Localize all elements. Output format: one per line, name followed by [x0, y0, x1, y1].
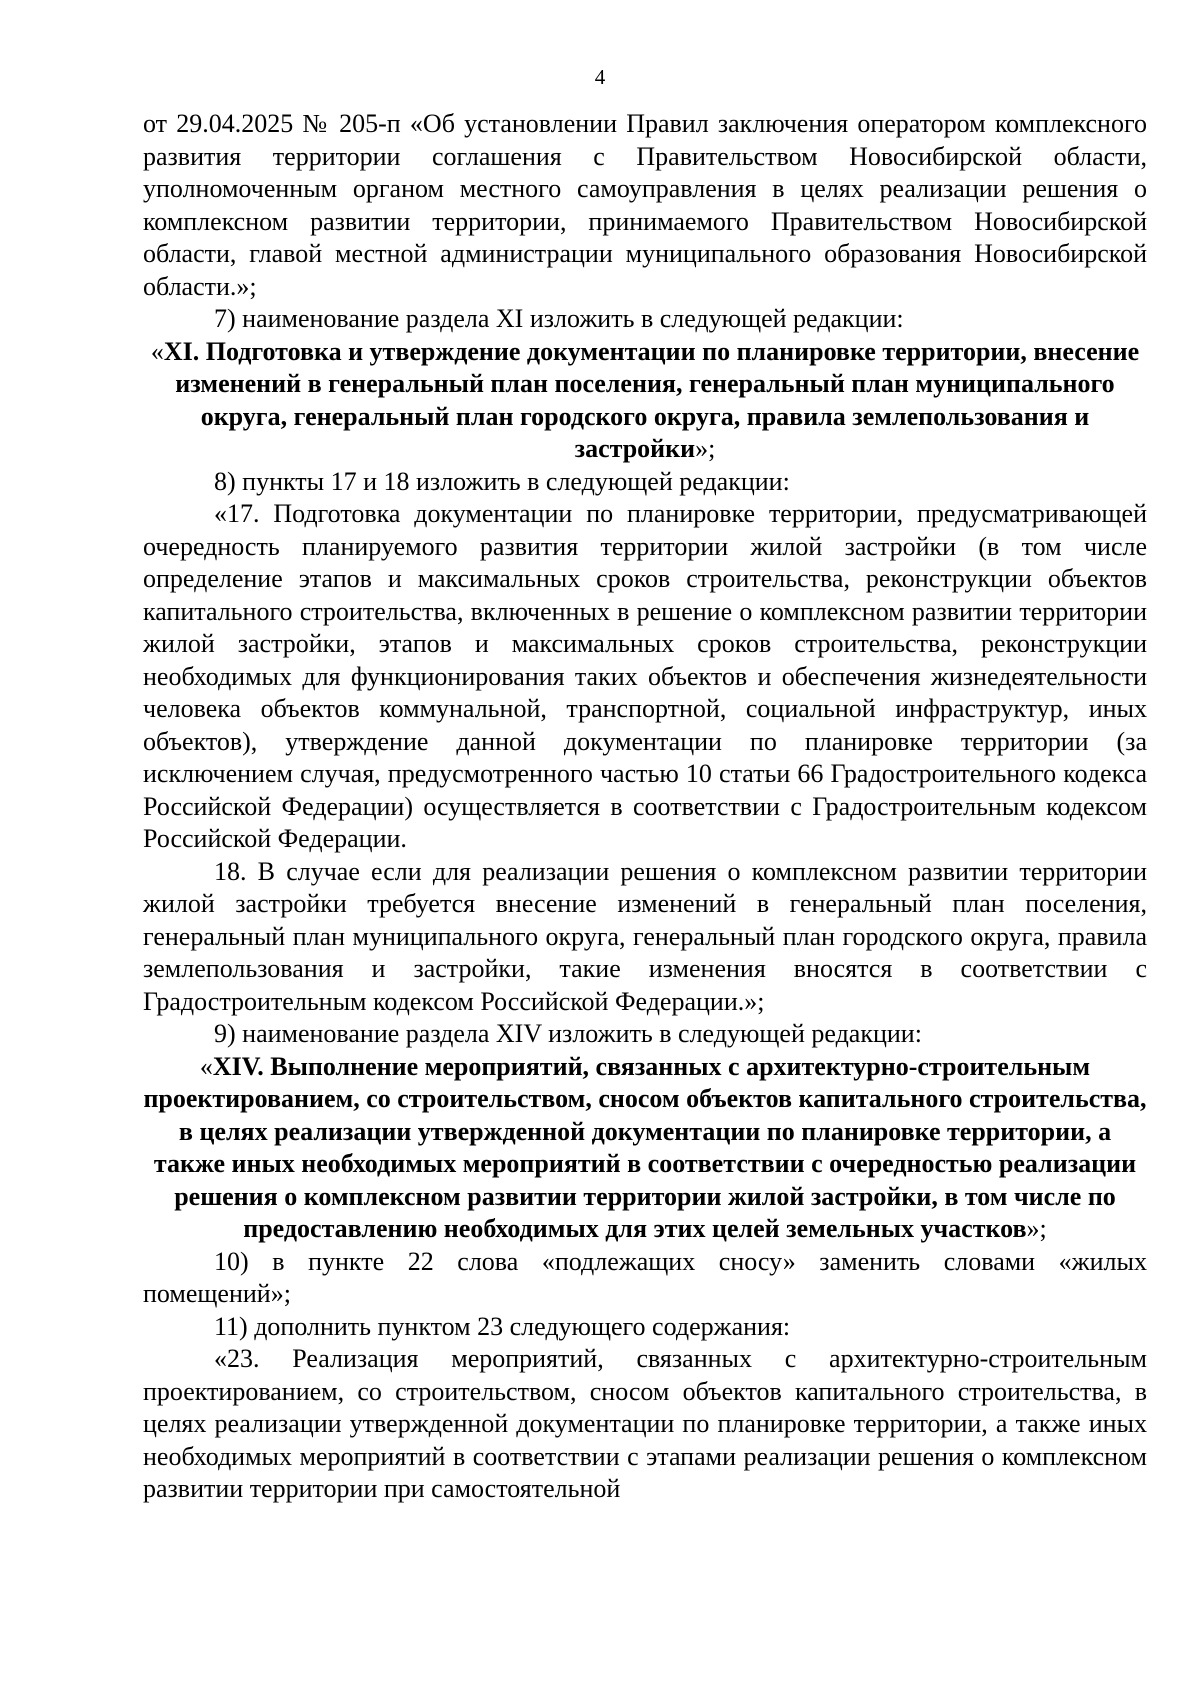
paragraph-clause-17: «17. Подготовка документации по планировке территории, предусматривающей очередность планируемого развития территории жилой застройки (в том числе определение этапов и максимальных сроков строительства, реконструкции объектов капитального строительства, включенных в решение о комплексном развитии территории жилой застройки, этапов и максимальных сроков строительства, реконструкции необходимых для функционирования таких объектов и обеспечения жизнедеятельности человека объектов коммунальной, транспортной, социальной инфраструктур, иных объектов), утверждение данной документации по планировке территории (за исключением случая, предусмотренного частью 10 статьи 66 Градостроительного кодекса Российской Федерации) осуществляется в соответствии с Градостроительным кодексом Российской Федерации. — [143, 499, 1147, 853]
heading-open-quote: « — [150, 336, 164, 366]
heading-text-xiv: XIV. Выполнение мероприятий, связанных с архитектурно-строительным проектированием, со строительством, сносом объектов капитального строительства, в целях реализации утвержденной документации по планировке территории, а также иных необходимых мероприятий в соответствии с очередностью реализации решения о комплексном развитии территории жилой застройки, в том числе по предоставлению необходимых для этих целей земельных участков — [143, 1051, 1147, 1243]
paragraph-item-11: 11) дополнить пунктом 23 следующего содержания: — [214, 1311, 791, 1341]
paragraph-clause-18: 18. В случае если для реализации решения о комплексном развитии территории жилой застройки требуется внесение изменений в генеральный план поселения, генеральный план муниципального округа, генеральный план городского округа, правила землепользования и застройки, такие изменения вносятся в соответствии с Градостроительным кодексом Российской Федерации.»; — [143, 856, 1147, 1016]
page-number: 4 — [594, 65, 606, 89]
paragraph-clause-23: «23. Реализация мероприятий, связанных с архитектурно-строительным проектированием, со строительством, сносом объектов капитального строительства, в целях реализации утвержденной документации по планировке территории, а также иных необходимых мероприятий в соответствии с этапами реализации решения о комплексном развитии территории при самостоятельной — [143, 1344, 1147, 1503]
heading-text-xi: XI. Подготовка и утверждение документации по планировке территории, внесение изменений в генеральный план поселения, генеральный план муниципального округа, генеральный план городского округа, правила землепользования и застройки — [163, 336, 1140, 463]
paragraph-decree-reference: от 29.04.2025 № 205-п «Об установлении Правил заключения оператором комплексного развития территории соглашения с Правительством Новосибирской области, уполномоченным органом местного самоуправления в целях реализации решения о комплексном развитии территории, принимаемого Правительством Новосибирской области, главой местной администрации муниципального образования Новосибирской области.»; — [143, 109, 1147, 301]
paragraph-item-10: 10) в пункте 22 слова «подлежащих сносу» заменить словами «жилых помещений»; — [143, 1246, 1147, 1308]
heading-close-quote: »; — [1026, 1214, 1047, 1243]
section-heading-xiv — [143, 1051, 1147, 1246]
heading-close-quote: »; — [695, 434, 716, 463]
section-heading-xi — [143, 336, 1147, 466]
paragraph-item-9: 9) наименование раздела XIV изложить в следующей редакции: — [214, 1019, 922, 1048]
paragraph-item-8: 8) пункты 17 и 18 изложить в следующей редакции: — [214, 466, 790, 496]
paragraph-item-7: 7) наименование раздела XI изложить в следующей редакции: — [214, 304, 904, 333]
heading-open-quote: « — [199, 1051, 213, 1081]
document-body — [143, 108, 1147, 1506]
